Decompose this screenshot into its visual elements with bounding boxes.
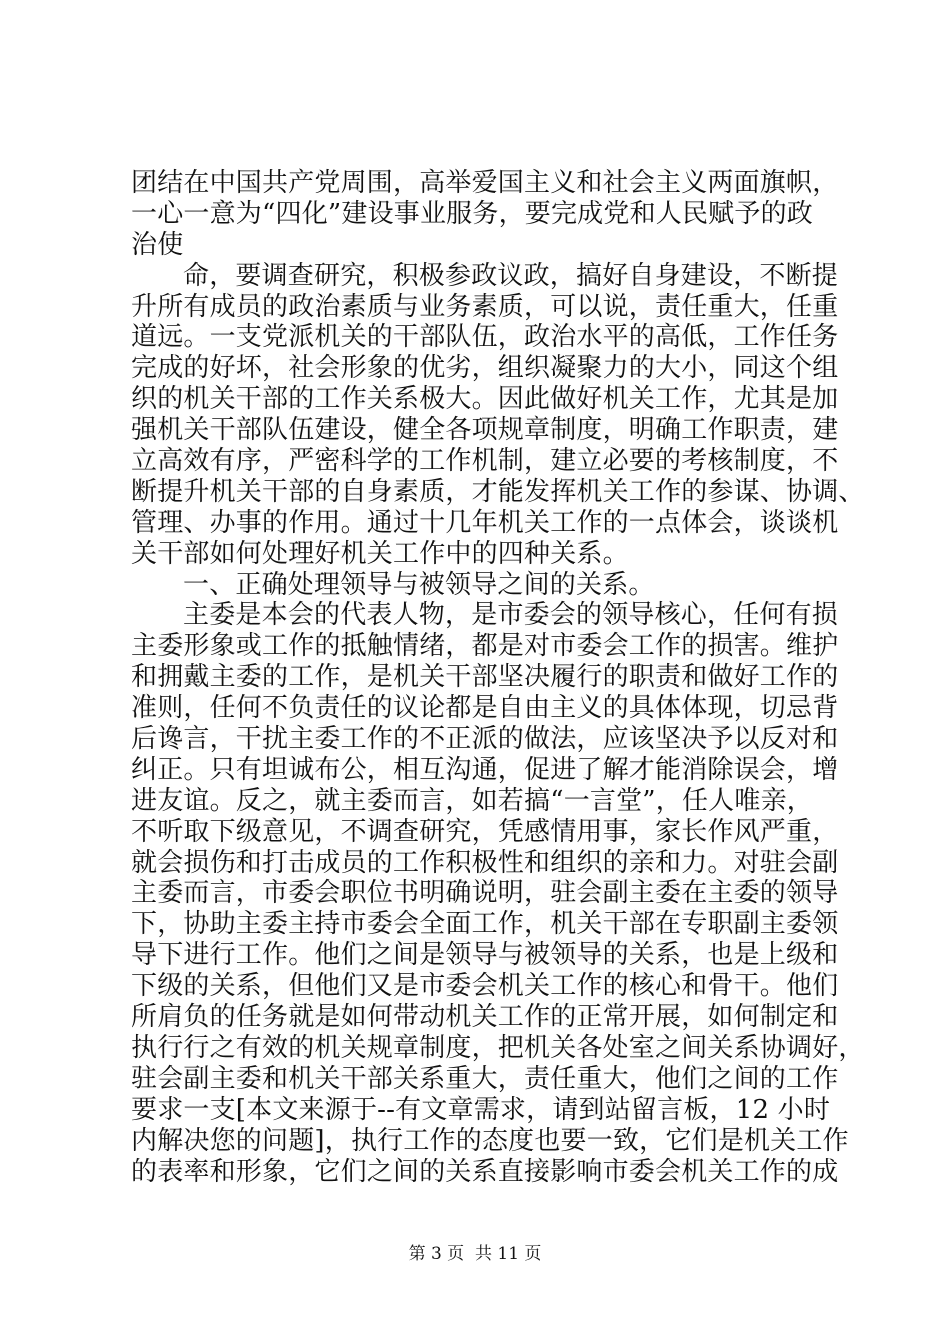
page-footer: [0, 1244, 950, 1264]
text-line: 下级的关系，但他们又是市委会机关工作的核心和骨干。他们: [131, 971, 839, 1002]
text-line: 内解决您的问题]，执行工作的态度也要一致，它们是机关工作: [131, 1125, 849, 1156]
text-line: 和拥戴主委的工作，是机关干部坚决履行的职责和做好工作的: [131, 662, 839, 693]
document-body: [131, 168, 865, 1187]
text-line: 关干部如何处理好机关工作中的四种关系。: [131, 538, 629, 569]
text-line: 管理、办事的作用。通过十几年机关工作的一点体会，谈谈机: [131, 507, 839, 538]
text-line: 纠正。只有坦诚布公，相互沟通，促进了解才能消除误会，增: [131, 754, 839, 785]
text-line: 的表率和形象，它们之间的关系直接影响市委会机关工作的成: [131, 1156, 839, 1187]
paragraph-start-line: 主委是本会的代表人物，是市委会的领导核心，任何有损: [183, 600, 839, 631]
text-line: 下，协助主委主持市委会全面工作，机关干部在专职副主委领: [131, 909, 839, 940]
text-line: 强机关干部队伍建设，健全各项规章制度，明确工作职责，建: [131, 415, 839, 446]
text-line: 织的机关干部的工作关系极大。因此做好机关工作，尤其是加: [131, 384, 839, 415]
text-line: 团结在中国共产党周围，高举爱国主义和社会主义两面旗帜，: [131, 168, 839, 198]
text-line: 就会损伤和打击成员的工作积极性和组织的亲和力。对驻会副: [131, 847, 839, 878]
text-line: 升所有成员的政治素质与业务素质，可以说，责任重大，任重: [131, 291, 839, 322]
section-heading: 一、正确处理领导与被领导之间的关系。: [183, 569, 655, 600]
text-line: 完成的好坏，社会形象的优劣，组织凝聚力的大小，同这个组: [131, 353, 839, 384]
text-line: 准则，任何不负责任的议论都是自由主义的具体体现，切忌背: [131, 693, 839, 724]
text-line: 所肩负的任务就是如何带动机关工作的正常开展，如何制定和: [131, 1002, 839, 1033]
text-line: 要求一支[本文来源于--有文章需求，请到站留言板，12 小时: [131, 1094, 831, 1125]
text-line: 立高效有序，严密科学的工作机制，建立必要的考核制度，不: [131, 446, 839, 477]
text-line: 不听取下级意见，不调查研究，凭感情用事，家长作风严重，: [131, 816, 839, 847]
text-line: 一心一意为“四化”建设事业服务，要完成党和人民赋予的政: [131, 198, 813, 229]
text-line: 断提升机关干部的自身素质，才能发挥机关工作的参谋、协调、: [131, 476, 865, 507]
text-line: 主委而言，市委会职位书明确说明，驻会副主委在主委的领导: [131, 878, 839, 909]
text-line: 导下进行工作。他们之间是领导与被领导的关系，也是上级和: [131, 940, 839, 971]
page-number: 第 3 页 共 11 页: [408, 1244, 542, 1264]
text-line: 后谗言，干扰主委工作的不正派的做法，应该坚决予以反对和: [131, 724, 839, 755]
text-line: 道远。一支党派机关的干部队伍，政治水平的高低，工作任务: [131, 322, 839, 353]
text-line: 执行行之有效的机关规章制度，把机关各处室之间关系协调好，: [131, 1032, 865, 1063]
text-line: 进友谊。反之，就主委而言，如若搞“一言堂”，任人唯亲，: [131, 785, 813, 816]
text-line: 驻会副主委和机关干部关系重大，责任重大，他们之间的工作: [131, 1063, 839, 1094]
paragraph-start-line: 命，要调查研究，积极参政议政，搞好自身建设，不断提: [183, 260, 839, 291]
text-line: 治使: [131, 229, 184, 260]
text-line: 主委形象或工作的抵触情绪，都是对市委会工作的损害。维护: [131, 631, 839, 662]
